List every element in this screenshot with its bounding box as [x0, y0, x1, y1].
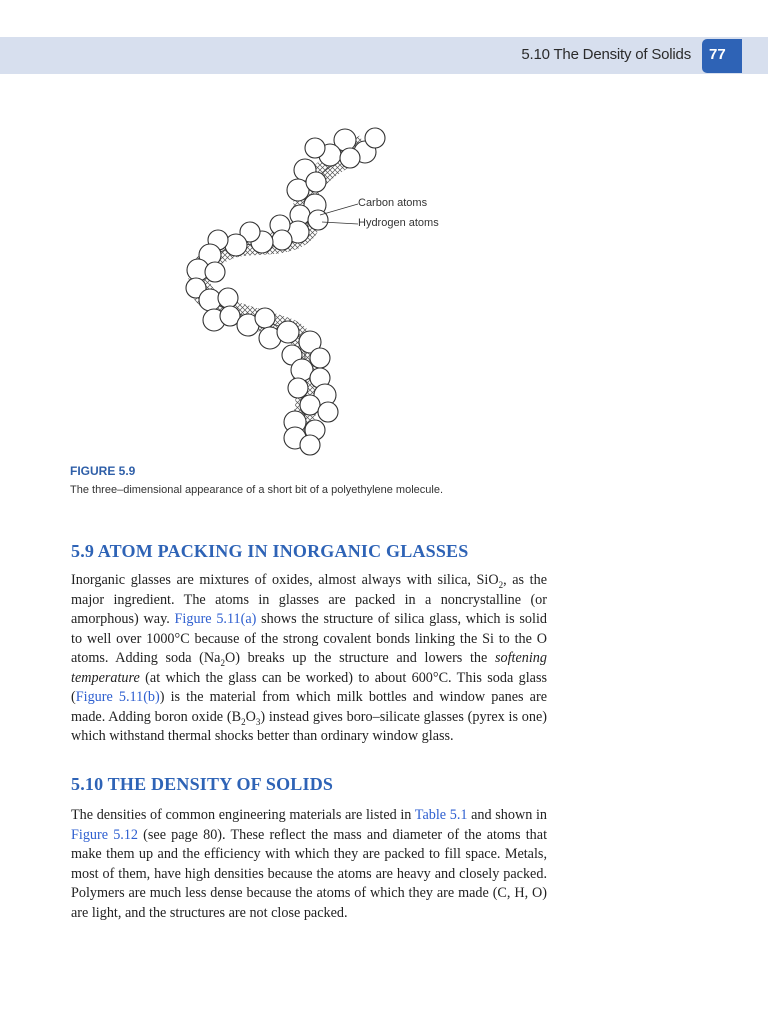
section-5-9-paragraph: Inorganic glasses are mixtures of oxides, almost always with silica, SiO$_2$, as the major ingredient. The atoms in glasses are packed in a noncrystalline (or amorphous) way. Figure 5.11(a) shows the structure of silica glass, which is solid to well over 1000°C because of the strong covalent bonds linking the Si to the O atoms. Adding soda $(Na_2O)$ breaks up the structure and lowers the softening temperature (at which the glass can be worked) to about 600°C. This soda glass (Figure 5.11(b)) is the material from which milk bottles and window panes are made. Adding boron oxide $(B_2O_3)$ instead gives boro–silicate glasses (pyrex is one) which withstand thermal shocks better than ordinary window glass.	[71, 572, 548, 744]
section-5-10-paragraph: The densities of common engineering materials are listed in Table 5.1 and shown in Figure 5.12 (see page 80). These reflect the mass and diameter of the atoms that make them up and the efficiency with which they are packed to fill space. Metals, most of them, have high densities because the atoms are heavy and closely packed. Polymers are much less dense because the atoms of which they are made (C, H, O) are light, and the structures are not close packed.	[71, 807, 548, 921]
polyethylene-figure	[170, 120, 470, 460]
figure-5-11a-link[interactable]: Figure 5.11(a)	[174, 611, 257, 627]
figure-caption-text: The three–dimensional appearance of a short bit of a polyethylene molecule.	[70, 484, 444, 496]
figure-caption-title: FIGURE 5.9	[70, 464, 136, 478]
carbon-atoms-label: Carbon atoms	[358, 197, 428, 209]
polyethylene-molecule-illustration	[170, 120, 470, 460]
page-number: 77	[709, 46, 726, 63]
table-5-1-link[interactable]: Table 5.1	[414, 807, 468, 823]
figure-5-11b-link[interactable]: Figure 5.11(b)	[75, 689, 160, 705]
figure-5-12-link[interactable]: Figure 5.12	[71, 826, 139, 843]
hydrogen-atoms-label: Hydrogen atoms	[358, 217, 439, 229]
hydrogen-atoms	[186, 128, 385, 455]
running-header-title: 5.10 The Density of Solids	[521, 46, 691, 63]
section-5-10-heading: 5.10 THE DENSITY OF SOLIDS	[71, 774, 334, 794]
section-5-9-heading: 5.9 ATOM PACKING IN INORGANIC GLASSES	[71, 541, 469, 561]
